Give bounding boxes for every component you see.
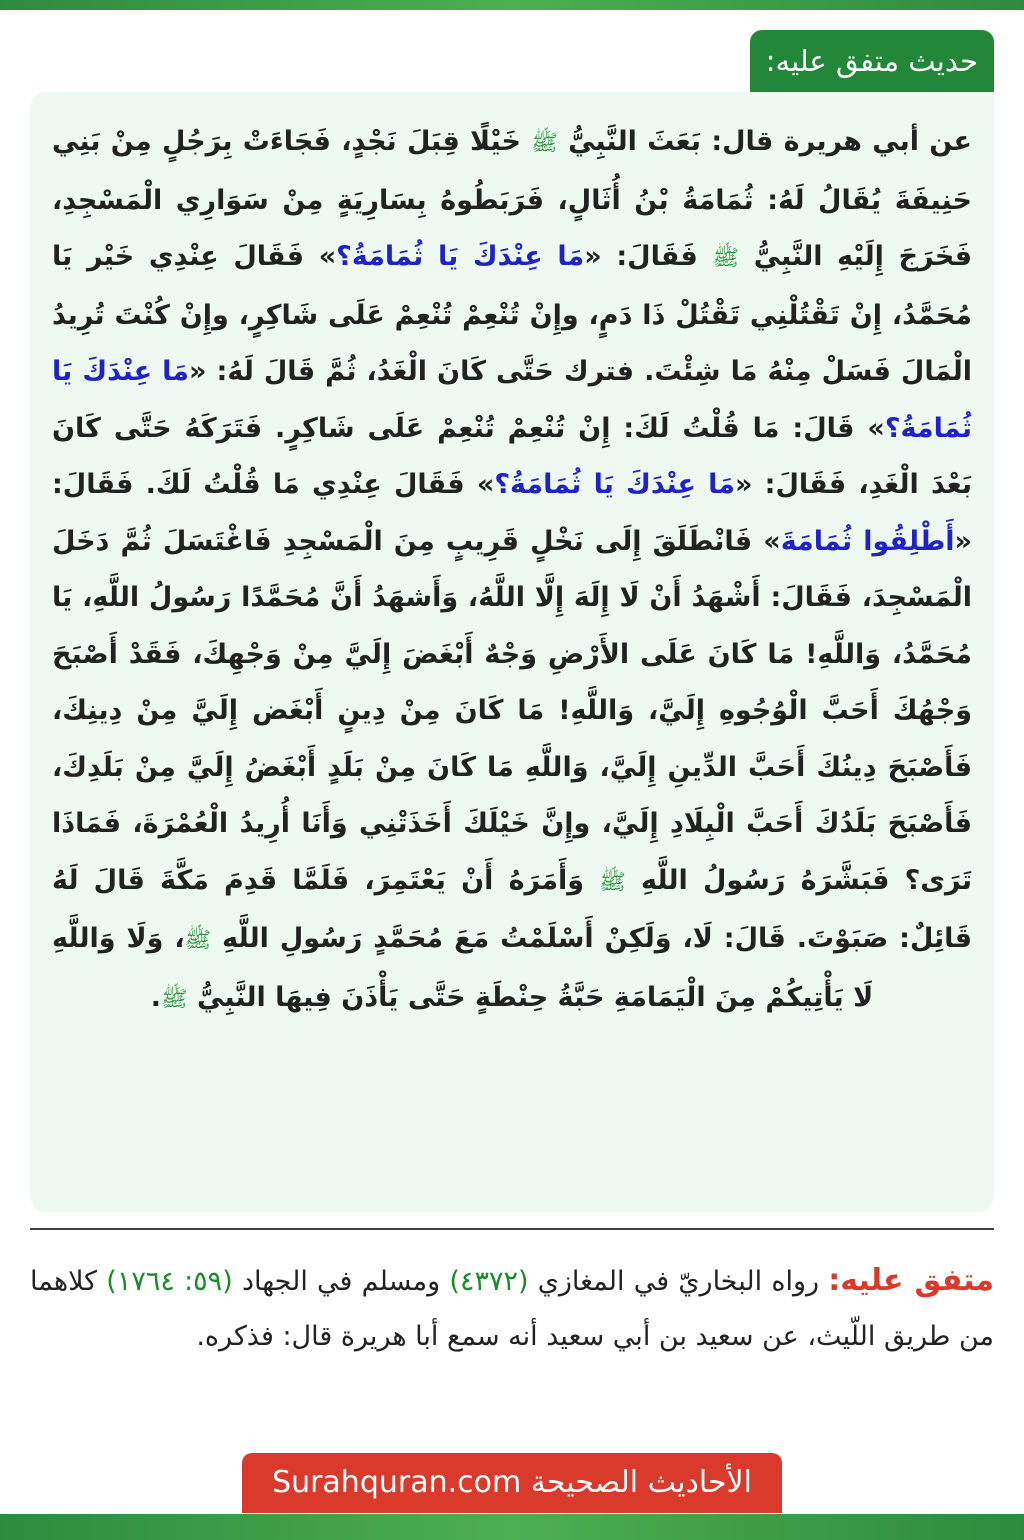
top-accent-bar	[0, 0, 1024, 10]
prophet-quote: مَا عِنْدَكَ يَا ثُمَامَةُ؟	[52, 356, 972, 444]
site-badge[interactable]: الأحاديث الصحيحة Surahquran.com	[242, 1453, 782, 1513]
pbuh-glyph: ﷺ	[599, 869, 626, 895]
pbuh-glyph: ﷺ	[161, 986, 188, 1012]
source-text: كلاهما من طريق اللّيث، عن سعيد بن أبي سعيد أنه سمع أبا هريرة قال: فذكره.	[30, 1266, 994, 1352]
source-citation	[30, 1253, 994, 1364]
text-segment: خَيْلًا قِبَلَ نَجْدٍ، فَجَاءَتْ بِرَجُلٍ مِنْ بَنِي حَنِيفَةَ يُقَالُ لَهُ: ثُمَامَةُ بْنُ أُثَالٍ، فَرَبَطُوهُ بِسَارِيَةٍ مِنْ سَوَارِي الْمَسْجِدِ، فَخَرَجَ إِلَيْهِ النَّبِيُّ	[52, 126, 972, 272]
pbuh-glyph: ﷺ	[184, 928, 212, 953]
text-segment: » فَقَالَ عِنْدِي خَيْر يَا مُحَمَّدُ، إِنْ تَقْتُلْنِي تَقْتُلْ ذَا دَمٍ، وإِنْ تُنْعِمْ تُنْعِمْ عَلَى شَاكِرٍ، وإِنْ كُنْتَ تُرِيدُ الْمَالَ فَسَلْ مِنْهُ مَا شِئْتَ. فترك حَتَّى كَانَ الْغَدُ، ثُمَّ قَالَ لَهُ: «	[52, 241, 972, 387]
prophet-quote: مَا عِنْدَكَ يَا ثُمَامَةُ؟	[494, 469, 735, 500]
text-segment: ، وَلَا وَاللَّهِ لَا يَأْتِيكُمْ مِنَ الْيَمَامَةِ حَبَّةُ حِنْطَةٍ حَتَّى يَأْذَنَ فِيهَا النَّبِيُّ	[52, 923, 874, 1013]
text-segment: وَأَمَرَهُ أَنْ يَعْتَمِرَ، فَلَمَّا قَدِمَ مَكَّةَ قَالَ لَهُ قَائِلٌ: صَبَوْتَ. قَالَ: لَا، وَلَكِنْ أَسْلَمْتُ مَعَ مُحَمَّدٍ رَسُولِ اللَّهِ	[52, 864, 973, 954]
source-text: ومسلم في الجهاد	[232, 1266, 450, 1297]
prophet-quote: مَا عِنْدَكَ يَا ثُمَامَةُ؟	[336, 241, 585, 272]
pbuh-glyph: ﷺ	[712, 246, 740, 271]
prophet-quote: أَطْلِقُوا ثُمَامَةَ	[780, 525, 955, 557]
text-segment: فَقَالَ: «	[584, 241, 713, 272]
pbuh-glyph: ﷺ	[531, 131, 558, 156]
source-text: رواه البخاريّ في المغازي	[528, 1266, 829, 1297]
hadith-type-tag: حديث متفق عليه:	[750, 30, 994, 92]
text-segment: .	[150, 981, 162, 1013]
section-divider	[30, 1228, 994, 1230]
text-segment: » قَالَ: مَا قُلْتُ لَكَ: إِنْ تُنْعِمْ تُنْعِمْ عَلَى شَاكِرٍ. فَتَرَكَهُ حَتَّى كَانَ بَعْدَ الْغَدِ، فَقَالَ: «	[52, 412, 972, 500]
source-label: متفق عليه:	[828, 1263, 995, 1298]
hadith-box	[30, 92, 994, 1212]
bottom-accent-bar	[0, 1514, 1024, 1540]
hadith-text	[52, 114, 972, 1028]
source-reference: (٥٩: ١٧٦٤)	[106, 1266, 233, 1297]
source-reference: (٤٣٧٢)	[449, 1266, 529, 1297]
text-segment: عن أبي هريرة قال: بَعَثَ النَّبِيُّ	[557, 126, 972, 157]
text-segment: » فَانْطَلَقَ إِلَى نَخْلٍ قَرِيبٍ مِنَ الْمَسْجِدِ فَاغْتَسَلَ ثُمَّ دَخَلَ الْمَسْجِدَ، فَقَالَ: أَشْهَدُ أَنْ لَا إِلَهَ إِلَّا اللَّهُ، وَأَشهَدُ أَنَّ مُحَمَّدًا رَسُولُ اللَّهِ، يَا مُحَمَّدُ، وَاللَّهِ! مَا كَانَ عَلَى الأَرْضِ وَجْهٌ أَبْغَضَ إِلَيَّ مِنْ وَجْهِكَ، فَقَدْ أَصْبَحَ وَجْهُكَ أَحَبَّ الْوُجُوهِ إِلَيَّ، وَاللَّهِ! مَا كَانَ مِنْ دِينٍ أَبْغَض إِلَيَّ مِنْ دِينِكَ، فَأَصْبَحَ دِينُكَ أَحَبَّ الدِّينِ إِلَيَّ، وَاللَّهِ مَا كَانَ مِنْ بَلَدٍ أَبْغَضُ إِلَيَّ مِنْ بَلَدِكَ، فَأَصْبَحَ بَلَدُكَ أَحَبَّ الْبِلَادِ إِلَيَّ، وإِنَّ خَيْلَكَ أَخَذَتْنِي وَأَنَا أُرِيدُ الْعُمْرَةَ، فَمَاذَا تَرَى؟ فَبَشَّرَهُ رَسُولُ اللَّهِ	[52, 525, 972, 896]
text-segment: » فَقَالَ عِنْدِي مَا قُلْتُ لَكَ. فَقَالَ: «	[52, 469, 972, 557]
